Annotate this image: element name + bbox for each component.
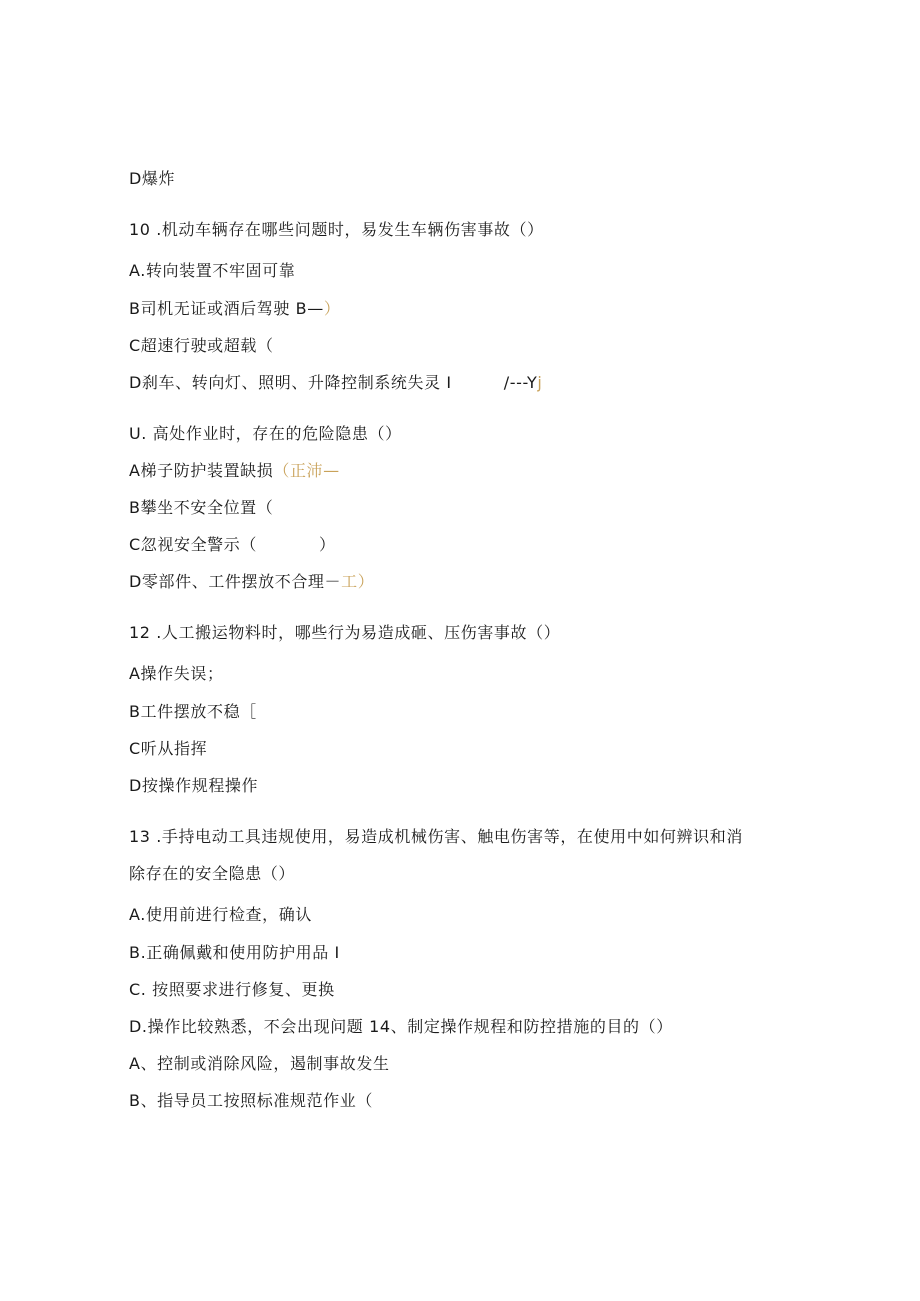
question-13: 13 .手持电动工具违规使用，易造成机械伤害、触电伤害等，在使用中如何辨识和消 [129,827,743,846]
q11-option-d: D零部件、工件摆放不合理－工） [129,572,375,591]
q11-option-b: B攀坐不安全位置（ [129,498,274,517]
q13-option-c: C. 按照要求进行修复、更换 [129,980,335,999]
question-13-cont: 除存在的安全隐患（） [129,864,296,883]
handwritten-mark: 工） [341,572,375,591]
q12-option-a: A操作失误； [129,664,224,683]
q13-option-d-q14: D.操作比较熟悉，不会出现问题 14、制定操作规程和防控措施的目的（） [129,1017,673,1036]
q13-option-a: A.使用前进行检查，确认 [129,905,312,924]
option-d-line: D爆炸 [129,169,176,188]
q10-option-d: D刹车、转向灯、照明、升降控制系统失灵 I /---Yj [129,373,543,392]
q11-option-c: C忽视安全警示（ ） [129,535,336,554]
q10-option-c: C超速行驶或超载（ [129,336,274,355]
handwritten-mark: （正沛— [273,461,340,480]
question-10: 10 .机动车辆存在哪些问题时，易发生车辆伤害事故（） [129,220,544,239]
q14-option-b: B、指导员工按照标准规范作业（ [129,1091,373,1110]
q14-option-a: A、控制或消除风险，遏制事故发生 [129,1054,390,1073]
q12-option-b: B工件摆放不稳［ [129,702,257,721]
q12-option-d: D按操作规程操作 [129,776,259,795]
handwritten-mark: ） [323,299,341,318]
question-12: 12 .人工搬运物料时，哪些行为易造成砸、压伤害事故（） [129,623,561,642]
q10-option-a: A.转向装置不牢固可靠 [129,261,296,280]
question-11: U. 高处作业时，存在的危险隐患（） [129,424,402,443]
q12-option-c: C听从指挥 [129,739,208,758]
q10-option-b: B司机无证或酒后驾驶 B—） [129,299,341,318]
q11-option-a: A梯子防护装置缺损（正沛— [129,461,340,480]
q13-option-b: B.正确佩戴和使用防护用品 I [129,943,340,962]
handwritten-mark: j [537,373,543,392]
